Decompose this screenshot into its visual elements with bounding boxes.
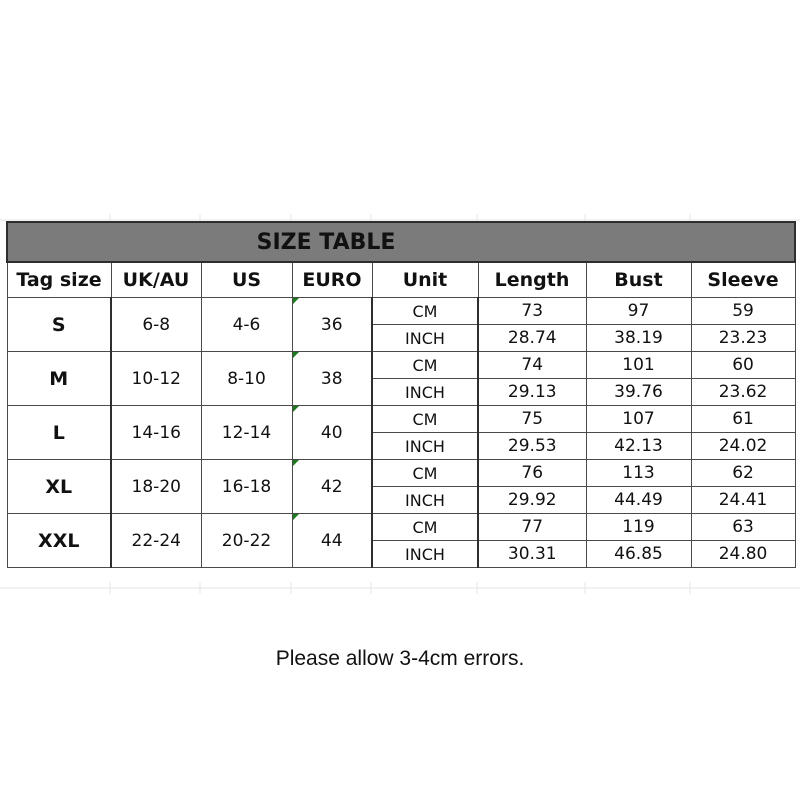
comment-marker-icon (293, 460, 299, 466)
table-title: SIZE TABLE (256, 229, 396, 255)
uk-au-cell: 22-24 (111, 514, 201, 568)
length-cm-cell: 74 (478, 352, 586, 379)
euro-cell (292, 406, 372, 460)
length-cm-cell: 76 (478, 460, 586, 487)
tag-size-cell: M (7, 352, 111, 406)
table-row-cm (7, 298, 795, 325)
bust-cm-cell: 97 (586, 298, 691, 325)
header-bust: Bust (586, 262, 691, 298)
unit-cm-cell: CM (372, 298, 478, 325)
sleeve-cm-cell: 62 (691, 460, 795, 487)
header-sleeve: Sleeve (691, 262, 795, 298)
bust-cm-cell: 101 (586, 352, 691, 379)
euro-cell (292, 460, 372, 514)
unit-cm-cell: CM (372, 352, 478, 379)
bust-inch-cell: 46.85 (586, 541, 691, 568)
us-cell: 12-14 (201, 406, 292, 460)
uk-au-cell: 10-12 (111, 352, 201, 406)
header-row (7, 262, 795, 298)
euro-cell (292, 514, 372, 568)
euro-value: 36 (320, 314, 343, 335)
bust-cm-cell: 113 (586, 460, 691, 487)
length-inch-cell: 30.31 (478, 541, 586, 568)
header-length: Length (478, 262, 586, 298)
euro-value: 40 (320, 422, 343, 443)
length-inch-cell: 29.92 (478, 487, 586, 514)
bust-inch-cell: 38.19 (586, 325, 691, 352)
sleeve-inch-cell: 23.23 (691, 325, 795, 352)
euro-value: 38 (320, 368, 343, 389)
sleeve-inch-cell: 24.02 (691, 433, 795, 460)
length-inch-cell: 28.74 (478, 325, 586, 352)
tag-size-cell: L (7, 406, 111, 460)
header-euro: EURO (292, 262, 372, 298)
length-inch-cell: 29.13 (478, 379, 586, 406)
uk-au-cell: 18-20 (111, 460, 201, 514)
euro-cell (292, 298, 372, 352)
euro-value: 44 (320, 530, 343, 551)
us-cell: 16-18 (201, 460, 292, 514)
unit-cm-cell: CM (372, 514, 478, 541)
table-title-cell (7, 222, 795, 262)
measurement-note: Please allow 3-4cm errors. (275, 647, 525, 670)
bust-inch-cell: 39.76 (586, 379, 691, 406)
table-row-cm (7, 514, 795, 541)
bust-inch-cell: 42.13 (586, 433, 691, 460)
bust-cm-cell: 119 (586, 514, 691, 541)
sleeve-inch-cell: 24.41 (691, 487, 795, 514)
header-us: US (201, 262, 292, 298)
uk-au-cell: 14-16 (111, 406, 201, 460)
length-inch-cell: 29.53 (478, 433, 586, 460)
title-row (7, 222, 795, 262)
uk-au-cell: 6-8 (111, 298, 201, 352)
comment-marker-icon (293, 406, 299, 412)
tag-size-cell: S (7, 298, 111, 352)
comment-marker-icon (293, 352, 299, 358)
sleeve-inch-cell: 24.80 (691, 541, 795, 568)
sleeve-cm-cell: 60 (691, 352, 795, 379)
table-row-cm (7, 406, 795, 433)
euro-cell (292, 352, 372, 406)
sleeve-cm-cell: 61 (691, 406, 795, 433)
unit-cm-cell: CM (372, 406, 478, 433)
unit-inch-cell: INCH (372, 541, 478, 568)
euro-value: 42 (320, 476, 343, 497)
length-cm-cell: 73 (478, 298, 586, 325)
sleeve-cm-cell: 59 (691, 298, 795, 325)
us-cell: 20-22 (201, 514, 292, 568)
length-cm-cell: 77 (478, 514, 586, 541)
comment-marker-icon (293, 514, 299, 520)
length-cm-cell: 75 (478, 406, 586, 433)
unit-inch-cell: INCH (372, 379, 478, 406)
unit-cm-cell: CM (372, 460, 478, 487)
us-cell: 4-6 (201, 298, 292, 352)
unit-inch-cell: INCH (372, 433, 478, 460)
bust-inch-cell: 44.49 (586, 487, 691, 514)
unit-inch-cell: INCH (372, 325, 478, 352)
table-row-cm (7, 460, 795, 487)
sleeve-inch-cell: 23.62 (691, 379, 795, 406)
unit-inch-cell: INCH (372, 487, 478, 514)
us-cell: 8-10 (201, 352, 292, 406)
sleeve-cm-cell: 63 (691, 514, 795, 541)
size-table (6, 221, 796, 568)
header-tag-size: Tag size (7, 262, 111, 298)
tag-size-cell: XXL (7, 514, 111, 568)
header-uk-au: UK/AU (111, 262, 201, 298)
tag-size-cell: XL (7, 460, 111, 514)
comment-marker-icon (293, 298, 299, 304)
bust-cm-cell: 107 (586, 406, 691, 433)
table-row-cm (7, 352, 795, 379)
header-unit: Unit (372, 262, 478, 298)
